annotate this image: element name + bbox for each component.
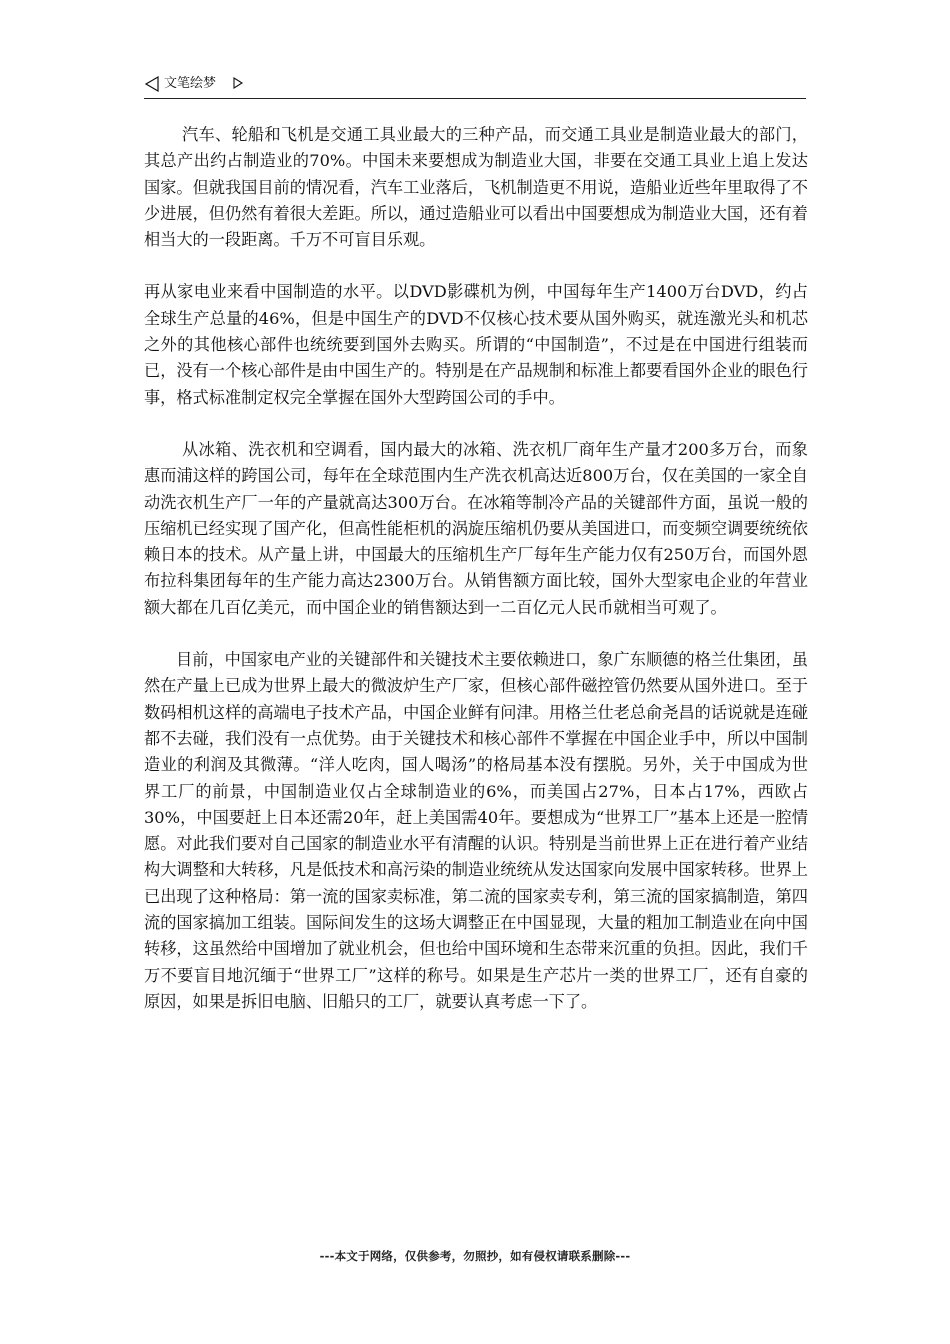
- footer-disclaimer: ---本文于网络，仅供参考，勿照抄，如有侵权请联系删除---: [319, 1249, 631, 1263]
- paragraph-refrigerators-washers: 从冰箱、洗衣机和空调看，国内最大的冰箱、洗衣机厂商年生产量才200多万台，而象惠而浦这样的跨国公司，每年在全球范围内生产洗衣机高达近800万台，仅在美国的一家全自动洗衣机生产厂一年的产量就高达300万台。在冰箱等制冷产品的关键部件方面，虽说一般的压缩机已经实现了国产化，但高性能柜机的涡旋压缩机仍要从美国进口，而变频空调要统统依赖日本的技术。从产量上讲，中国最大的压缩机生产厂每年生产能力仅有250万台，而国外恩布拉科集团每年的生产能力高达2300万台。从销售额方面比较，国外大型家电企业的年营业额大都在几百亿美元，而中国企业的销售额达到一二百亿元人民币就相当可观了。: [144, 439, 808, 617]
- paragraph-key-components: 目前，中国家电产业的关键部件和关键技术主要依赖进口，象广东顺德的格兰仕集团，虽然在产量上已成为世界上最大的微波炉生产厂家，但核心部件磁控管仍然要从国外进口。至于数码相机这样的高端电子技术产品，中国企业鲜有问津。用格兰仕老总俞尧昌的话说就是连碰都不去碰，我们没有一点优势。由于关键技术和核心部件不掌握在中国企业手中，所以中国制造业的利润及其微薄。“洋人吃肉，国人喝汤”的格局基本没有摆脱。另外，关于中国成为世界工厂的前景，中国制造业仅占全球制造业的6%，而美国占27%，日本占17%，西欧占30%，中国要赶上日本还需20年，赶上美国需40年。要想成为“世界工厂”基本上还是一腔情愿。对此我们要对自己国家的制造业水平有清醒的认识。特别是当前世界上正在进行着产业结构大调整和大转移，凡是低技术和高污染的制造业统统从发达国家向发展中国家转移。世界上已出现了这种格局：第一流的国家卖标准，第二流的国家卖专利，第三流的国家搞制造，第四流的国家搞加工组装。国际间发生的这场大调整正在中国显现，大量的粗加工制造业在向中国转移，这虽然给中国增加了就业机会，但也给中国环境和生态带来沉重的负担。因此，我们千万不要盲目地沉缅于“世界工厂”这样的称号。如果是生产芯片一类的世界工厂，还有自豪的原因，如果是拆旧电脑、旧船只的工厂，就要认真考虑一下了。: [144, 650, 808, 1011]
- page-header: [144, 72, 806, 99]
- triangle-right-outline-icon: [232, 76, 244, 90]
- paragraph-transport-industry: 汽车、轮船和飞机是交通工具业最大的三种产品，而交通工具业是制造业最大的部门，其总产出约占制造业的70%。中国未来要想成为制造业大国，非要在交通工具业上追上发达国家。但就我国目前的情况看，汽车工业落后，飞机制造更不用说，造船业近些年里取得了不少进展，但仍然有着很大差距。所以，通过造船业可以看出中国要想成为制造业大国，还有着相当大的一段距离。千万不可盲目乐观。: [144, 125, 808, 250]
- paragraph-home-appliances-dvd: 再从家电业来看中国制造的水平。以DVD影碟机为例，中国每年生产1400万台DVD，约占全球生产总量的46%，但是中国生产的DVD不仅核心技术要从国外购买，就连激光头和机芯之外的其他核心部件也统统要到国外去购买。所谓的“中国制造”，不过是在中国进行组装而已，没有一个核心部件是由中国生产的。特别是在产品规制和标准上都要看国外企业的眼色行事，格式标准制定权完全掌握在国外大型跨国公司的手中。: [144, 282, 808, 407]
- triangle-left-outline-icon: [144, 76, 160, 92]
- header-title: 文笔绘梦: [164, 76, 217, 91]
- document-body: [144, 122, 808, 1015]
